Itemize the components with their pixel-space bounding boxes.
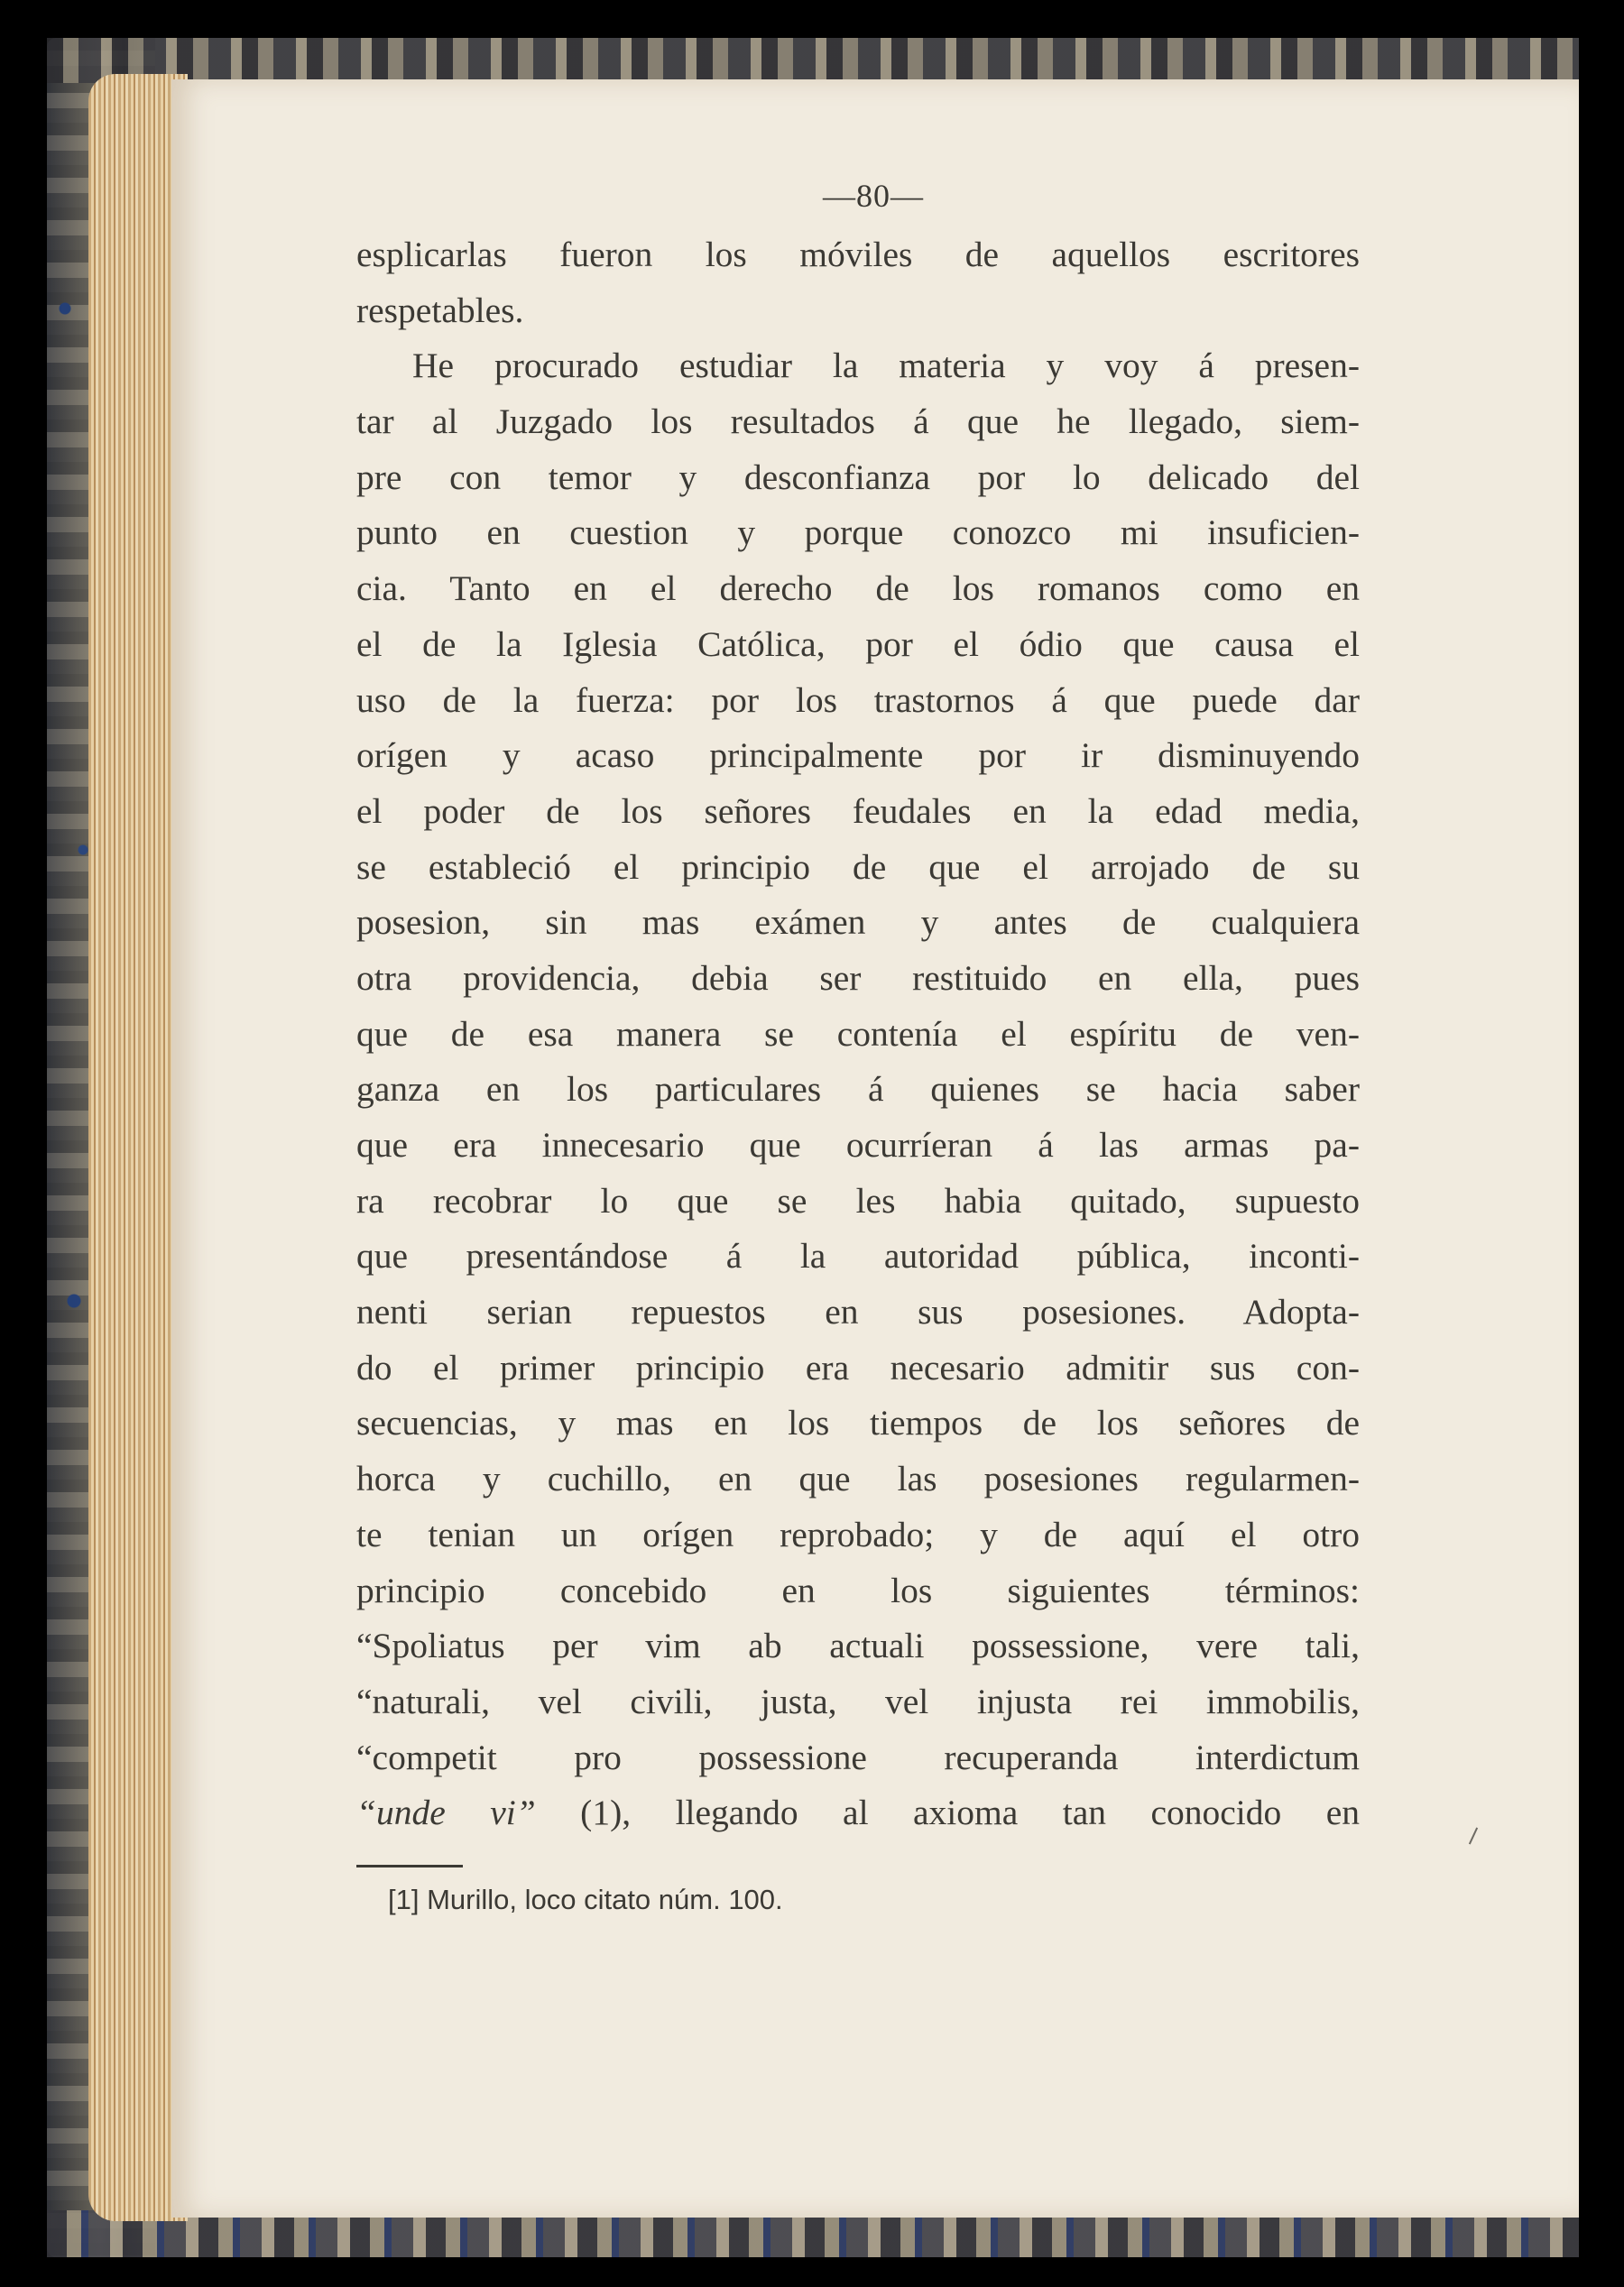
text-line-last <box>356 1785 1360 1841</box>
page-number: —80— <box>823 178 924 214</box>
text-line: esplicarlas fueron los móviles de aquellos escritores <box>356 235 1360 274</box>
text-line: respetables. <box>356 290 524 330</box>
text-line: que era innecesario que ocurríeran á las armas pa- <box>356 1125 1360 1165</box>
footnote: [1] Murillo, loco citato núm. 100. <box>388 1884 783 1915</box>
text-line: nenti serian repuestos en sus posesiones. Adopta- <box>356 1292 1360 1333</box>
footnote-rule <box>356 1865 463 1867</box>
text-line: principio concebido en los siguientes términos: <box>356 1570 1360 1610</box>
text-line: que de esa manera se contenía el espíritu de ven- <box>356 1013 1360 1054</box>
text-line: orígen y acaso principalmente por ir disminuyendo <box>356 735 1360 776</box>
text-line: el poder de los señores feudales en la edad media, <box>356 790 1360 831</box>
text-line: pre con temor y desconfianza por lo delicado del <box>356 456 1360 497</box>
text-line: tar al Juzgado los resultados á que he llegado, siem- <box>356 401 1360 442</box>
body-text <box>356 227 1360 1841</box>
cover-top-edge <box>47 38 1579 83</box>
text-line: horca y cuchillo, en que las posesiones regularmen- <box>356 1459 1360 1499</box>
text-line: te tenian un orígen reprobado; y de aquí el otro <box>356 1514 1360 1554</box>
italic-phrase: “unde vi” <box>356 1793 536 1833</box>
text-line: do el primer principio era necesario admitir sus con- <box>356 1347 1360 1388</box>
text-line: ganza en los particulares á quienes se hacia saber <box>356 1069 1360 1110</box>
text-line-rest: (1), llegando al axioma tan conocido en <box>535 1793 1360 1833</box>
text-line: “competit pro possessione recuperanda interdictum <box>356 1737 1360 1777</box>
text-line: punto en cuestion y porque conozco mi insuficien- <box>356 512 1360 553</box>
text-line: posesion, sin mas exámen y antes de cualquiera <box>356 902 1360 943</box>
text-line: otra providencia, debia ser restituido en ella, pues <box>356 957 1360 998</box>
text-line: He procurado estudiar la materia y voy á presen- <box>412 346 1360 386</box>
text-line: “Spoliatus per vim ab actuali possessione, vere tali, <box>356 1626 1360 1666</box>
text-line: secuencias, y mas en los tiempos de los señores de <box>356 1403 1360 1443</box>
text-line: uso de la fuerza: por los trastornos á que puede dar <box>356 679 1360 720</box>
text-line: se estableció el principio de que el arrojado de su <box>356 846 1360 887</box>
text-line: “naturali, vel civili, justa, vel injusta rei immobilis, <box>356 1681 1360 1721</box>
text-line: ra recobrar lo que se les habia quitado, supuesto <box>356 1180 1360 1221</box>
text-line: cia. Tanto en el derecho de los romanos como en <box>356 568 1360 609</box>
text-line: el de la Iglesia Católica, por el ódio que causa el <box>356 623 1360 664</box>
text-line: que presentándose á la autoridad pública, inconti- <box>356 1236 1360 1277</box>
